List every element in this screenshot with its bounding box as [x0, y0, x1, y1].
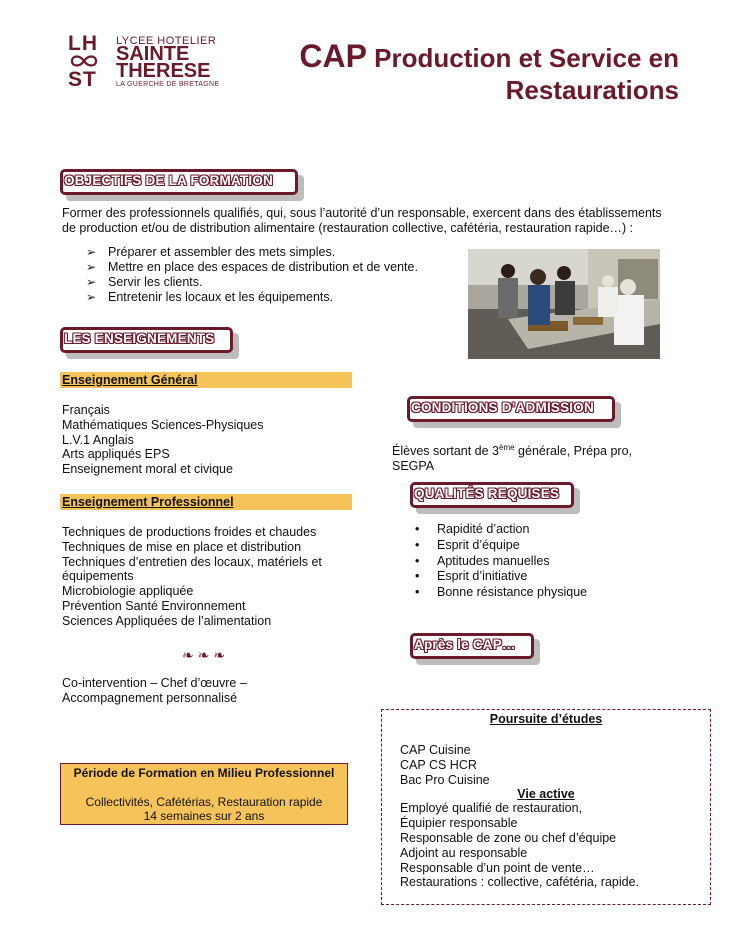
list-item: ➢ Servir les clients.: [86, 275, 203, 289]
apres-box: [381, 709, 711, 905]
list-item: CAP CS HCR: [400, 757, 477, 772]
dot-bullet-icon: •: [415, 569, 420, 584]
page-title: [299, 40, 679, 106]
arrow-bullet-icon: ➢: [86, 260, 97, 274]
title-line2: Restaurations: [505, 75, 679, 105]
list-item: Microbiologie appliquée: [62, 584, 194, 599]
objectifs-intro-line1: Former des professionnels qualifiés, qui, sous l’autorité d’un responsable, exercent dans des établissements: [62, 206, 662, 220]
list-item: équipements: [62, 569, 134, 584]
vie-active-title: Vie active: [517, 787, 575, 802]
list-item: ➢ Mettre en place des espaces de distribution et de vente.: [86, 260, 418, 274]
general-list: [62, 403, 362, 477]
separator-ornament: ❧ ❧ ❧: [182, 647, 225, 663]
arrow-bullet-icon: ➢: [86, 275, 97, 289]
list-item: Arts appliqués EPS: [62, 447, 170, 462]
list-item: Prévention Santé Environnement: [62, 598, 246, 613]
list-item: Adjoint au responsable: [400, 845, 528, 860]
list-item: Mathématiques Sciences-Physiques: [62, 417, 264, 432]
objectifs-intro: [62, 206, 712, 236]
pfmp-line2: 14 semaines sur 2 ans: [143, 809, 265, 823]
list-item: Sciences Appliquées de l’alimentation: [62, 613, 272, 628]
heading-objectifs-text: OBJECTIFS DE LA FORMATION: [64, 173, 273, 188]
logo-name: [116, 43, 211, 82]
heading-qualites-text: QUALITÉS REQUISES: [414, 486, 560, 501]
section-heading-apres: [410, 633, 534, 659]
list-item: Bac Pro Cuisine: [400, 772, 490, 787]
list-item: Responsable de zone ou chef d’équipe: [400, 830, 617, 845]
admission-text: Élèves sortant de 3ème générale, Prépa pro, SEGPA: [392, 443, 633, 474]
list-item: • Rapidité d’action: [415, 522, 530, 536]
list-item: L.V.1 Anglais: [62, 432, 134, 447]
general-title: Enseignement Général: [60, 372, 352, 388]
dot-bullet-icon: •: [415, 585, 420, 600]
list-item: Restaurations : collective, cafétéria, rapide.: [400, 875, 640, 890]
list-item: Techniques d’entretien des locaux, matériels et: [62, 554, 322, 569]
section-heading-admission: [407, 396, 615, 422]
pro-title: Enseignement Professionnel: [60, 494, 352, 510]
title-cap: CAP: [299, 38, 367, 74]
section-heading-qualites: [410, 482, 574, 508]
arrow-bullet-icon: ➢: [86, 290, 97, 304]
list-item: Techniques de productions froides et chaudes: [62, 525, 317, 539]
pro-list: [62, 525, 362, 629]
list-item: Enseignement moral et civique: [62, 462, 233, 477]
section-heading-enseignements: [60, 327, 233, 353]
logo-st: ST: [68, 68, 97, 91]
list-item: ➢ Préparer et assembler des mets simples.: [86, 245, 336, 259]
list-item: CAP Cuisine: [400, 743, 471, 757]
poursuite-title: Poursuite d’études: [489, 712, 603, 726]
logo-lh: LH: [68, 32, 98, 55]
dot-bullet-icon: •: [415, 537, 420, 552]
list-item: Équipier responsable: [400, 816, 518, 831]
logo-name-line2: THERESE: [116, 60, 211, 82]
co-intervention: Co-intervention – Chef d’œuvre – Accompagnement personnalisé: [62, 676, 247, 705]
list-item: Employé qualifié de restauration,: [400, 801, 583, 816]
list-item: Français: [62, 403, 110, 417]
heading-apres-text: Après le CAP…: [414, 637, 516, 652]
pfmp-box: [60, 763, 348, 825]
section-heading-objectifs: [60, 169, 298, 195]
arrow-bullet-icon: ➢: [86, 245, 97, 259]
logo-subtitle: LYCEE HOTELIER: [116, 35, 217, 47]
title-line1: Production et Service en: [366, 43, 679, 73]
objectifs-intro-line2: de production et/ou de distribution alimentaire (restauration collective, cafétéria, restauration rapide…) :: [62, 221, 634, 235]
list-item: • Bonne résistance physique: [415, 585, 588, 600]
pfmp-line1: Collectivités, Cafétérias, Restauration rapide: [85, 794, 323, 809]
logo-place: LA GUERCHE DE BRETAGNE: [116, 81, 220, 88]
objectifs-list: [86, 245, 466, 305]
pfmp-title: Période de Formation en Milieu Professionnel: [73, 766, 335, 780]
qualites-list: [393, 522, 693, 601]
logo-name-line1: SAINTE: [116, 43, 190, 65]
heading-admission-text: CONDITIONS D’ADMISSION: [411, 400, 594, 415]
heading-enseignements-text: LES ENSEIGNEMENTS: [64, 331, 215, 346]
dot-bullet-icon: •: [415, 553, 420, 568]
list-item: • Esprit d’initiative: [415, 569, 528, 584]
cafeteria-photo: [468, 249, 660, 359]
dot-bullet-icon: •: [415, 522, 420, 536]
list-item: • Esprit d’équipe: [415, 537, 520, 552]
list-item: ➢ Entretenir les locaux et les équipements.: [86, 290, 334, 304]
list-item: Responsable d’un point de vente…: [400, 860, 595, 875]
list-item: Techniques de mise en place et distribution: [62, 539, 302, 554]
list-item: • Aptitudes manuelles: [415, 553, 550, 568]
